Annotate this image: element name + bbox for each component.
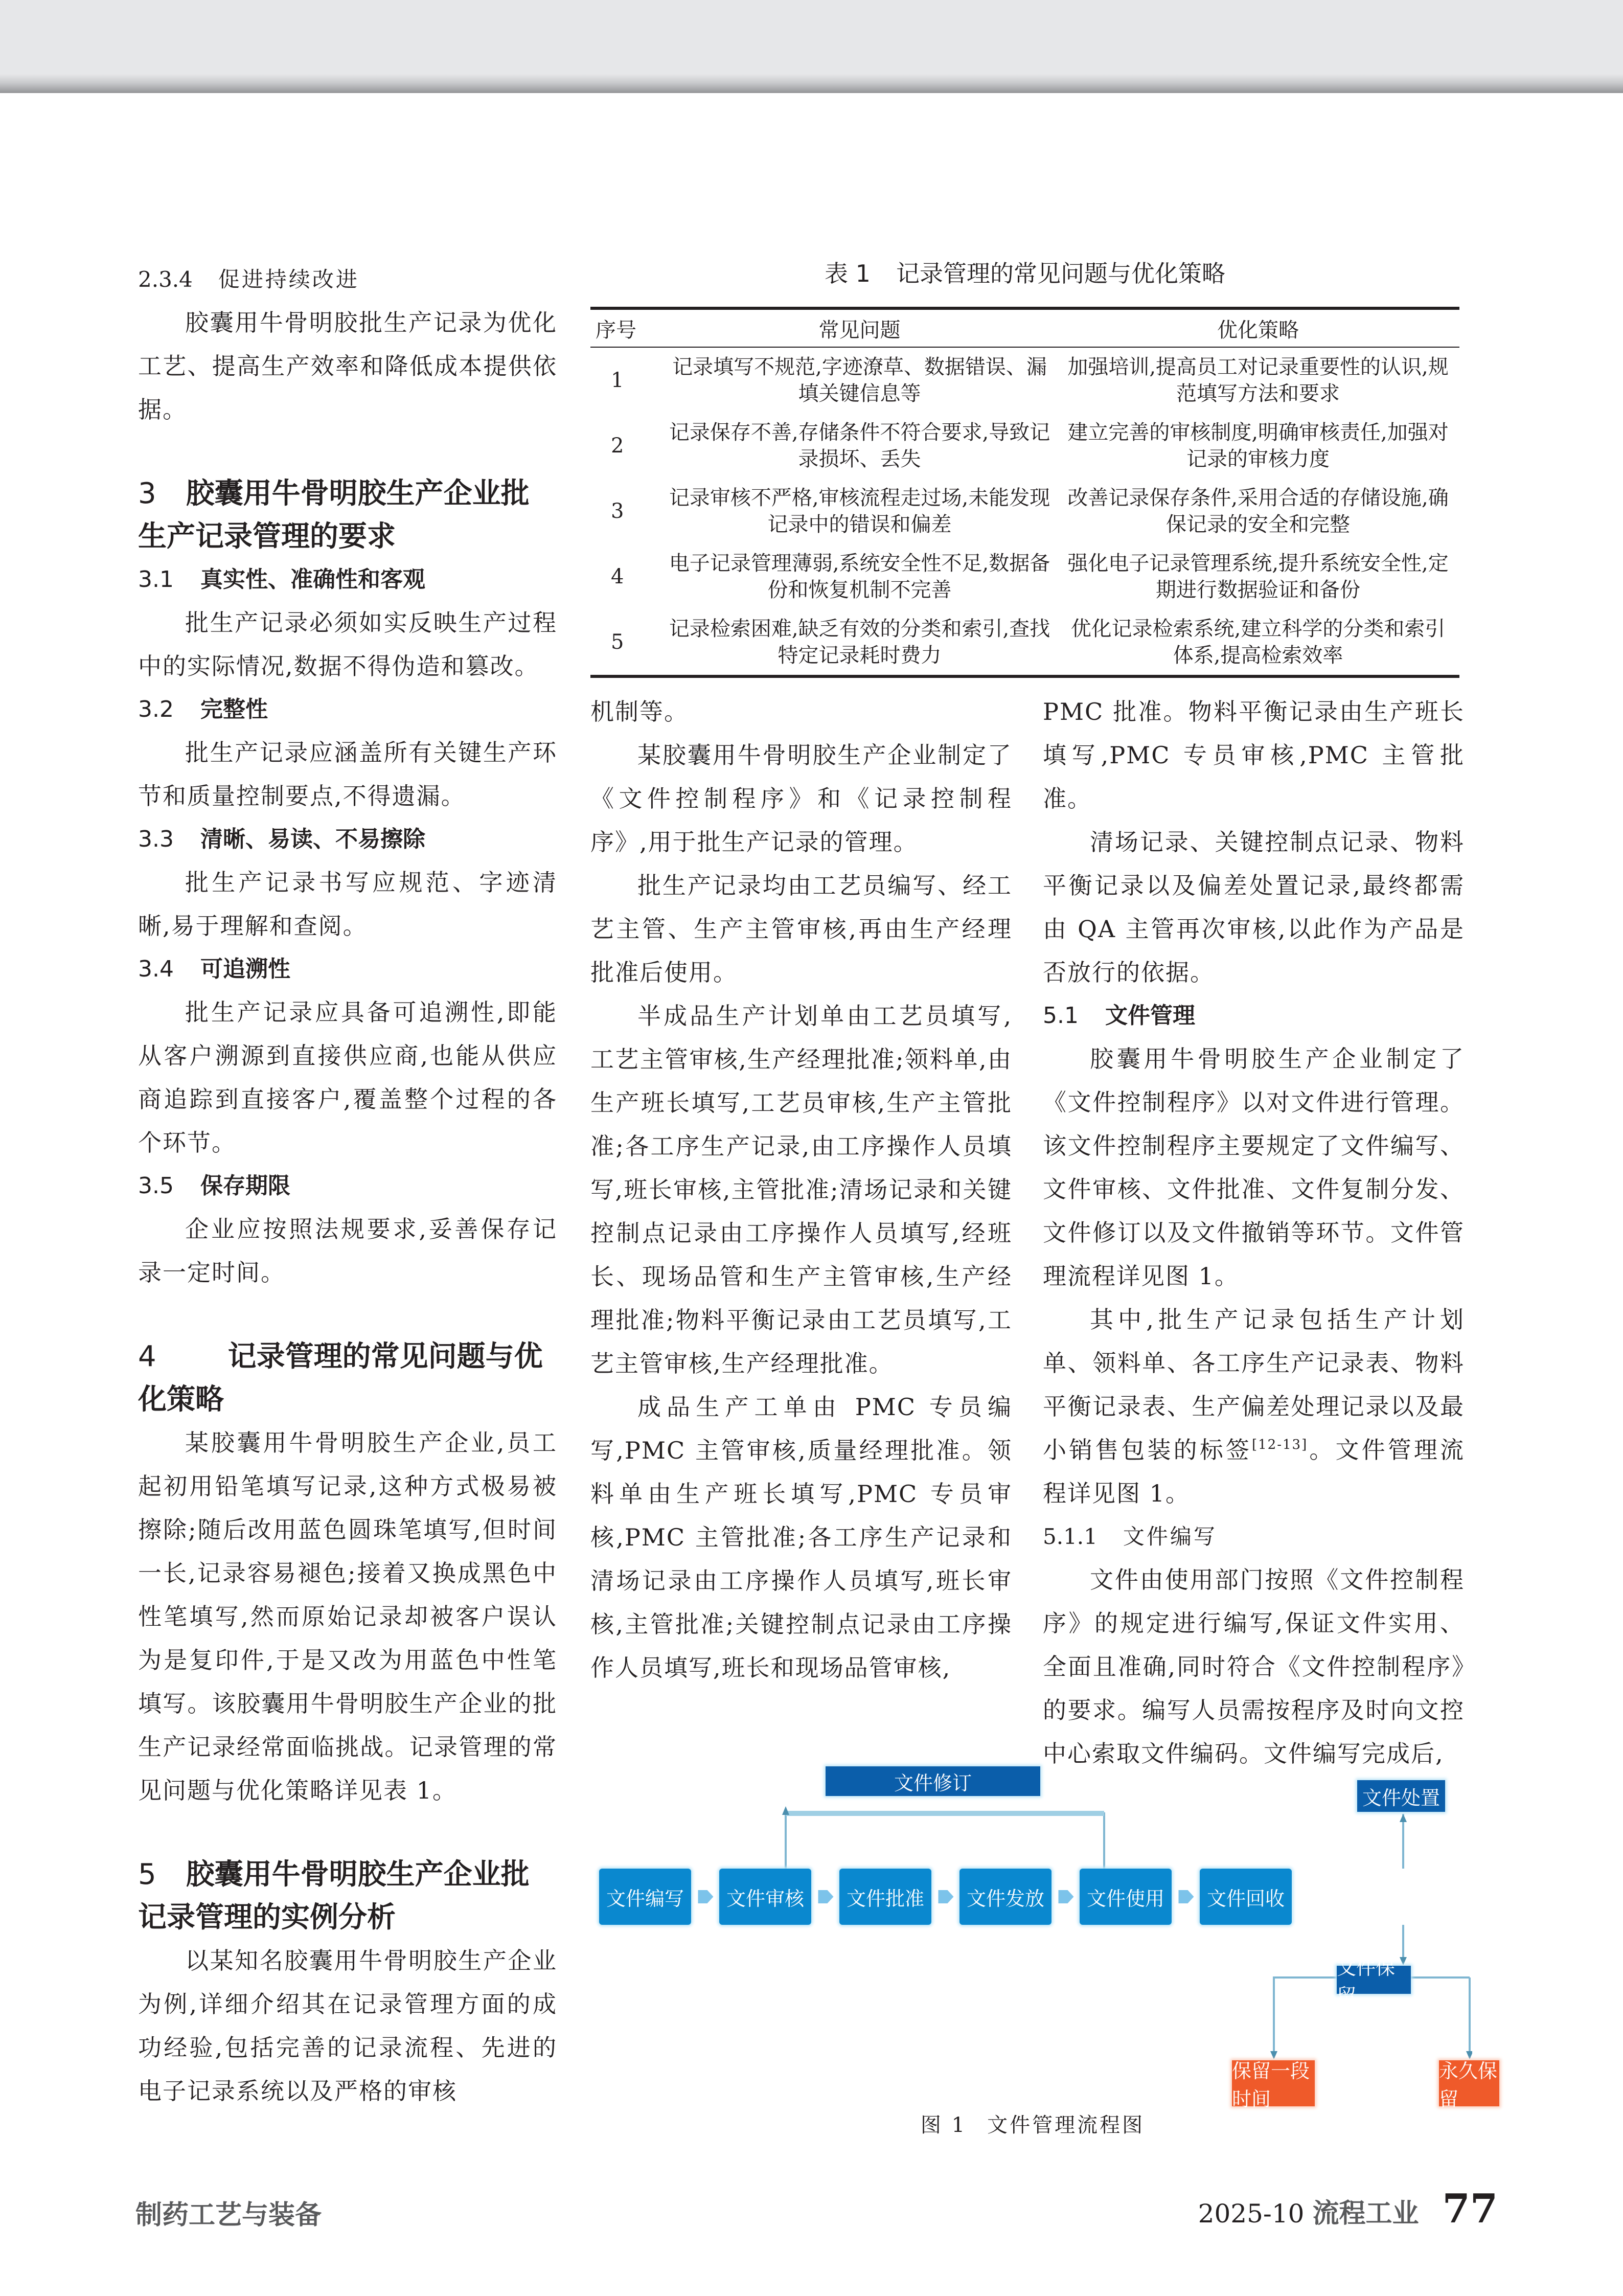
flow-arrow-icon [818,1890,834,1903]
left-column [138,258,557,2113]
node-label: 文件回收 [1206,1887,1285,1910]
problem-cell: 记录填写不规范,字迹潦草、数据错误、漏填关键信息等 [672,355,1047,405]
problems-strategies-table [590,307,1459,678]
section-title: 胶囊用牛骨明胶生产企业批生产记录管理的要求 [138,477,530,553]
node-label: 文件审核 [726,1887,804,1910]
node-flow-step [1200,1869,1292,1925]
table-title [590,258,1459,289]
section-number: 4 [138,1340,156,1373]
node-label: 文件编写 [606,1887,684,1910]
retention-branch-left [1274,1977,1337,2058]
disposal-arrowhead [1400,1814,1407,1822]
strategy-cell: 建立完善的审核制度,明确审核责任,加强对记录的审核力度 [1067,421,1449,471]
section-4-heading [138,1335,557,1421]
paragraph: 企业应按照法规要求,妥善保存记录一定时间。 [138,1215,557,1286]
page-footer [1198,2186,1498,2232]
column-header-problem: 常见问题 [818,318,901,342]
paragraph: 胶囊用牛骨明胶批生产记录为优化工艺、提高生产效率和降低成本提供依据。 [138,309,557,423]
strategy-cell: 优化记录检索系统,建立科学的分类和索引体系,提高检索效率 [1070,617,1446,667]
section-title: 促进持续改进 [218,267,359,292]
citation-reference[interactable]: [12-13] [1252,1437,1308,1452]
paragraph-text: 其中,批生产记录包括生产计划单、领料单、各工序生产记录表、物料平衡记录表、生产偏差处理记录以及最小销售包装的标签 [1043,1306,1465,1464]
section-title: 完整性 [200,696,268,722]
paragraph-text: 。文件管理流程详见图 1。 [1043,1436,1465,1507]
issue-number: 2025-10 [1198,2199,1305,2229]
problem-cell: 记录保存不善,存储条件不符合要求,导致记录损坏、丢失 [669,421,1050,471]
section-number: 5.1.1 [1043,1524,1098,1549]
paragraph: 半成品生产计划单由工艺员填写,工艺主管审核,生产经理批准;领料单,由生产班长填写,工艺员审核,生产主管批准;各工序生产记录,由工序操作人员填写,班长审核,主管批准;清场记录和关键控制点记录由工序操作人员填写,经班长、现场品管和生产主管审核,生产经理批准;物料平衡记录由工艺员填写,工艺主管审核,生产经理批准。 [590,1002,1012,1377]
table-label: 表 1 [825,260,871,287]
node-retain-for-period [1232,2060,1315,2110]
middle-column [590,690,1012,1690]
node-label: 文件处置 [1362,1786,1440,1809]
figure-1-flowchart [593,1748,1498,2110]
section-number: 3 [138,477,156,510]
section-3-3-heading [138,818,557,861]
paragraph [1043,1298,1465,1515]
node-retain-permanently [1439,2060,1499,2110]
table-row [590,413,1459,479]
paragraph: 机制等。 [590,698,689,725]
flowchart-connectors [593,1748,1472,2106]
paragraph: 以某知名胶囊用牛骨明胶生产企业为例,详细介绍其在记录管理方面的成功经验,包括完善的记录流程、先进的电子记录系统以及严格的审核 [138,1947,557,2105]
section-2-3-4-heading [138,258,557,301]
node-label: 文件修订 [894,1771,972,1794]
section-title: 清晰、易读、不易擦除 [200,826,425,852]
section-title: 保存期限 [200,1173,290,1199]
section-title: 可追溯性 [200,956,290,982]
node-flow-step [1080,1869,1172,1925]
paragraph: 批生产记录应具备可追溯性,即能从客户溯源到直接供应商,也能从供应商追踪到直接客户,覆盖整个过程的各个环节。 [138,998,557,1156]
section-title: 文件编写 [1123,1524,1217,1549]
node-flow-step [959,1869,1051,1925]
section-5-1-heading [1043,994,1465,1037]
paragraph: 批生产记录均由工艺员编写、经工艺主管、生产主管审核,再由生产经理批准后使用。 [590,872,1012,986]
problem-cell: 记录审核不严格,审核流程走过场,未能发现记录中的错误和偏差 [669,486,1050,536]
node-flow-step [839,1869,931,1925]
column-header-strategy: 优化策略 [1217,318,1299,342]
paragraph: 胶囊用牛骨明胶生产企业制定了《文件控制程序》以对文件进行管理。该文件控制程序主要规定了文件编写、文件审核、文件批准、文件复制分发、文件修订以及文件撤销等环节。文件管理流程详见图 1。 [1043,1045,1465,1290]
table-row [590,347,1459,413]
section-title: 记录管理的常见问题与优化策略 [138,1340,543,1416]
table-title-text: 记录管理的常见问题与优化策略 [896,260,1225,287]
flow-arrow-icon [939,1890,954,1903]
row-number: 4 [611,565,624,588]
section-number: 3.3 [138,826,174,852]
table-header-row [590,308,1459,347]
paragraph: 批生产记录必须如实反映生产过程中的实际情况,数据不得伪造和篡改。 [138,609,557,680]
column-header-number: 序号 [596,318,636,342]
section-number: 3.4 [138,956,174,982]
section-title: 真实性、准确性和客观 [200,566,425,593]
node-label: 文件发放 [966,1887,1044,1910]
section-title: 文件管理 [1105,1003,1195,1029]
section-3-heading [138,472,557,558]
strategy-cell: 强化电子记录管理系统,提升系统安全性,定期进行数据验证和备份 [1067,552,1449,602]
row-number: 2 [611,434,624,458]
paragraph: 批生产记录书写应规范、字迹清晰,易于理解和查阅。 [138,869,557,940]
revision-loop-band [786,1811,1104,1816]
node-document-disposal [1357,1780,1445,1812]
row-number: 5 [611,630,624,654]
node-label: 文件保留 [1337,1956,1396,2007]
section-5-1-1-heading [1043,1515,1465,1558]
strategy-cell: 加强培训,提高员工对记录重要性的认识,规范填写方法和要求 [1067,355,1449,405]
revision-arrowhead [782,1806,789,1815]
paragraph: 某胶囊用牛骨明胶生产企业,员工起初用铅笔填写记录,这种方式极易被擦除;随后改用蓝色圆珠笔填写,但时间一长,记录容易褪色;接着又换成黑色中性笔填写,然而原始记录却被客户误认为是复印件,于是又改为用蓝色中性笔填写。该胶囊用牛骨明胶生产企业的批生产记录经常面临挑战。记录管理的常见问题与优化策略详见表 1。 [138,1429,557,1804]
paragraph: 文件由使用部门按照《文件控制程序》的规定进行编写,保证文件实用、全面且准确,同时符合《文件控制程序》的要求。编写人员需按程序及时向文控中心索取文件编码。文件编写完成后, [1043,1566,1465,1767]
node-flow-step [719,1869,811,1925]
node-label: 永久保留 [1439,2060,1498,2110]
revision-loop-connector [786,1813,1104,1869]
section-5-heading [138,1853,557,1939]
flow-arrow-icon [1059,1890,1074,1903]
journal-name: 流程工业 [1312,2198,1419,2229]
node-label: 保留一段时间 [1232,2060,1310,2110]
page-header-band [0,0,1623,93]
problem-cell: 记录检索困难,缺乏有效的分类和索引,查找特定记录耗时费力 [669,617,1050,667]
node-label: 文件使用 [1086,1887,1164,1910]
section-3-5-heading [138,1165,557,1208]
section-number: 5 [138,1858,156,1891]
journal-section-name: 制药工艺与装备 [135,2199,322,2231]
paragraph: 清场记录、关键控制点记录、物料平衡记录以及偏差处置记录,最终都需由 QA 主管再次审核,以此作为产品是否放行的依据。 [1043,828,1465,986]
figure-caption [593,2109,1472,2138]
section-3-4-heading [138,948,557,991]
row-number: 3 [611,499,624,523]
node-document-retention [1337,1956,1411,2007]
flow-arrow-icon [698,1890,714,1903]
section-number: 2.3.4 [138,267,193,292]
right-column [1043,690,1465,1776]
figure-label: 图 1 [920,2113,967,2137]
strategy-cell: 改善记录保存条件,采用合适的存储设施,确保记录的安全和完整 [1067,486,1449,536]
table-row [590,544,1459,609]
section-title: 胶囊用牛骨明胶生产企业批记录管理的实例分析 [138,1858,530,1934]
section-number: 3.1 [138,566,174,593]
page-number: 77 [1442,2186,1498,2232]
table-row [590,609,1459,676]
node-label: 文件批准 [846,1887,924,1910]
paragraph: 某胶囊用牛骨明胶生产企业制定了《文件控制程序》和《记录控制程序》,用于批生产记录的管理。 [590,741,1012,856]
section-number: 5.1 [1043,1003,1079,1029]
paragraph: PMC 批准。物料平衡记录由生产班长填写,PMC 专员审核,PMC 主管批准。 [1043,698,1465,812]
section-3-1-heading [138,558,557,601]
row-number: 1 [611,369,624,392]
figure-caption-text: 文件管理流程图 [987,2113,1145,2137]
problem-cell: 电子记录管理薄弱,系统安全性不足,数据备份和恢复机制不完善 [669,552,1050,602]
flow-arrow-icon [1179,1890,1194,1903]
paragraph: 批生产记录应涵盖所有关键生产环节和质量控制要点,不得遗漏。 [138,739,557,810]
table-1 [590,258,1459,678]
table-row [590,479,1459,544]
paragraph: 成品生产工单由 PMC 专员编写,PMC 主管审核,质量经理批准。领料单由生产班长填写,PMC 专员审核,PMC 主管批准;各工序生产记录和清场记录由工序操作人员填写,班长审核,主管批准;关键控制点记录由工序操作人员填写,班长和现场品管审核, [590,1393,1012,1681]
section-number: 3.5 [138,1173,174,1199]
section-number: 3.2 [138,696,174,722]
node-flow-step [599,1869,691,1925]
node-document-revision [826,1766,1040,1796]
section-3-2-heading [138,688,557,731]
